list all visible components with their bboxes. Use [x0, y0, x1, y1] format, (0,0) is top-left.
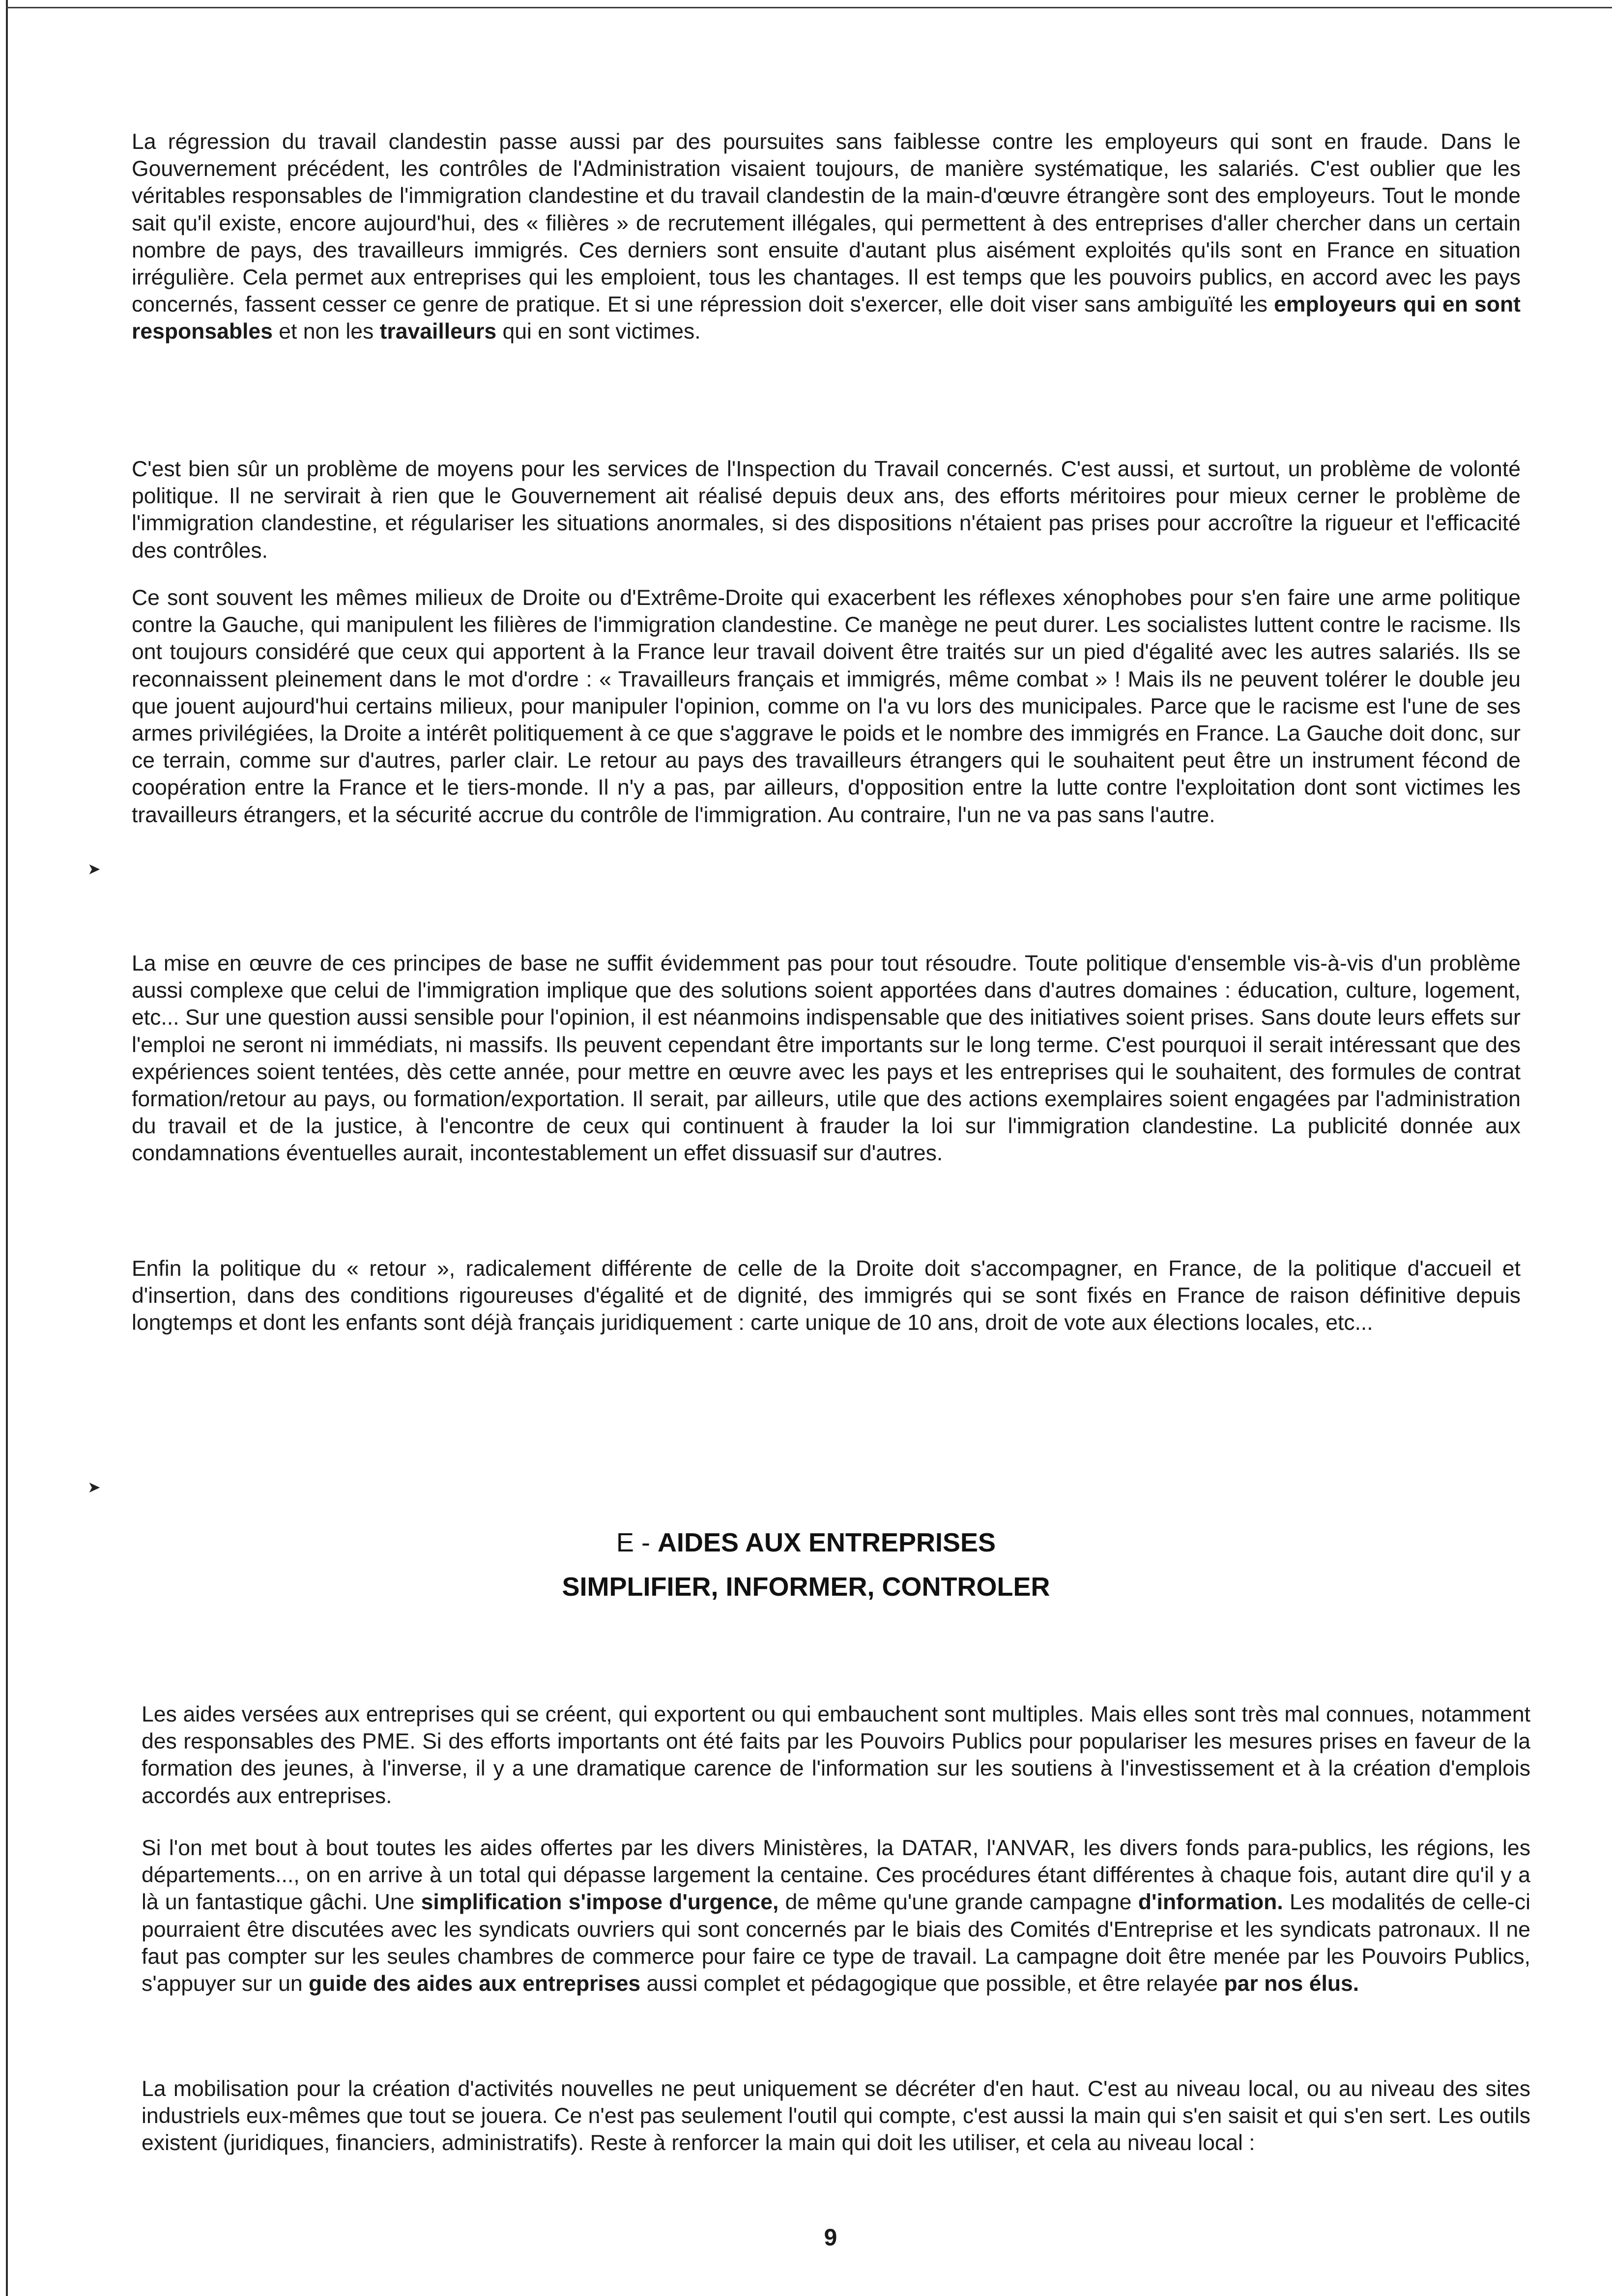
body-text: et non les: [272, 319, 380, 344]
paragraph-local-mobilisation: [142, 2075, 1530, 2157]
paragraph-employer-fraud: [132, 128, 1521, 345]
emphasis-text: guide des aides aux entreprises: [308, 1972, 641, 1996]
section-heading-title: AIDES AUX ENTREPRISES: [657, 1528, 996, 1557]
body-text: Les aides versées aux entreprises qui se créent, qui exportent ou qui embauchent sont multiples. Mais elles sont très mal connues, notamment des responsables des PME. Si des efforts importants ont été faits par les Pouvoirs Publics pour populariser les mesures prises en faveur de la formation des jeunes, à l'inverse, il y a une dramatique carence de l'information sur les soutiens à l'investissement et à la création d'emplois accordés aux entreprises.: [142, 1702, 1530, 1808]
section-heading-prefix: E -: [616, 1528, 658, 1557]
margin-arrow-mark: ➤: [87, 1478, 101, 1496]
body-text: Les modalités de celle-ci pourraient être discutées avec les syndicats ouvriers qui sont concernés par le biais des Comités d'Entreprise et les syndicats patronaux. Il ne faut pas compter sur les seules chambres de commerce pour faire ce type de travail. La campagne doit être menée par les Pouvoirs Publics, s'appuyer sur un: [142, 1890, 1530, 1996]
emphasis-text: employeurs qui en sont responsables: [132, 292, 1521, 344]
body-text: Ce sont souvent les mêmes milieux de Droite ou d'Extrême-Droite qui exacerbent les réflexes xénophobes pour s'en faire une arme politique contre la Gauche, qui manipulent les filières de l'immigration clandestine. Ce manège ne peut durer. Les socialistes luttent contre le racisme. Ils ont toujours considéré que ceux qui apportent à la France leur travail doivent être traités sur un pied d'égalité avec les autres salariés. Ils se reconnaissent pleinement dans le mot d'ordre : « Travailleurs français et immigrés, même combat » ! Mais ils ne peuvent tolérer le double jeu que jouent aujourd'hui certains milieux, pour manipuler l'opinion, comme on l'a vu lors des municipales. Parce que le racisme est l'une de ses armes privilégiées, la Droite a intérêt politiquement à ce que s'aggrave le poids et le nombre des immigrés en France. La Gauche doit donc, sur ce terrain, comme sur d'autres, parler clair. Le retour au pays des travailleurs étrangers qui le souhaitent peut être un instrument fécond de coopération entre la France et le tiers-monde. Il n'y a pas, par ailleurs, d'opposition entre la lutte contre l'exploitation dont sont victimes les travailleurs étrangers, et la sécurité accrue du contrôle de l'immigration. Au contraire, l'un ne va pas sans l'autre.: [132, 586, 1521, 827]
emphasis-text: travailleurs: [379, 319, 497, 344]
section-heading-subtitle: SIMPLIFIER, INFORMER, CONTROLER: [562, 1572, 1050, 1602]
body-text: La régression du travail clandestin passe aussi par des poursuites sans faiblesse contre les employeurs qui sont en fraude. Dans le Gouvernement précédent, les contrôles de l'Administration visaient toujours, de manière systématique, les salariés. C'est oublier que les véritables responsables de l'immigration clandestine et du travail clandestin de la main-d'œuvre étrangère sont des employeurs. Tout le monde sait qu'il existe, encore aujourd'hui, des « filières » de recrutement illégales, qui permettent à des entreprises d'aller chercher dans un certain nombre de pays, des travailleurs immigrés. Ces derniers sont ensuite d'autant plus aisément exploités qu'ils sont en France en situation irrégulière. Cela permet aux entreprises qui les emploient, tous les chantages. Il est temps que les pouvoirs publics, en accord avec les pays concernés, fassent cesser ce genre de pratique. Et si une répression doit s'exercer, elle doit viser sans ambiguïté les: [132, 130, 1521, 317]
body-text: qui en sont victimes.: [496, 319, 701, 344]
body-text: aussi complet et pédagogique que possible, et être relayée: [640, 1972, 1224, 1996]
body-text: C'est bien sûr un problème de moyens pour les services de l'Inspection du Travail concernés. C'est aussi, et surtout, un problème de volonté politique. Il ne servirait à rien que le Gouvernement ait réalisé depuis deux ans, des efforts méritoires pour mieux cerner le problème de l'immigration clandestine, et régulariser les situations anormales, si des dispositions n'étaient pas prises pour accroître la rigueur et l'efficacité des contrôles.: [132, 457, 1521, 563]
paragraph-aids-unknown: [142, 1701, 1530, 1809]
paragraph-inspection-means: [132, 456, 1521, 564]
body-text: La mise en œuvre de ces principes de base ne suffit évidemment pas pour tout résoudre. Toute politique d'ensemble vis-à-vis d'un problème aussi complexe que celui de l'immigration implique que des solutions soient apportées dans d'autres domaines : éducation, culture, logement, etc... Sur une question aussi sensible pour l'opinion, il est néanmoins indispensable que des initiatives soient prises. Sans doute leurs effets sur l'emploi ne seront ni immédiats, ni massifs. Ils peuvent cependant être importants sur le long terme. C'est pourquoi il serait intéressant que des expériences soient tentées, dès cette année, pour mettre en œuvre avec les pays et les entreprises qui le souhaitent, des formules de contrat formation/retour au pays, ou formation/exportation. Il serait, par ailleurs, utile que des actions exemplaires soient engagées par l'administration du travail et de la justice, à l'encontre de ceux qui continuent à frauder la loi sur l'immigration clandestine. La publicité donnée aux condamnations éventuelles aurait, incontestablement un effet dissuasif sur d'autres.: [132, 951, 1521, 1166]
paragraph-right-wing-racism: [132, 584, 1521, 829]
emphasis-text: simplification s'impose d'urgence,: [421, 1890, 779, 1915]
paragraph-basic-principles: [132, 950, 1521, 1167]
paragraph-return-policy: [132, 1255, 1521, 1337]
scan-border-top: [6, 7, 1612, 8]
section-heading-line1: [0, 1521, 1612, 1565]
body-text: de même qu'une grande campagne: [778, 1890, 1138, 1915]
emphasis-text: par nos élus.: [1224, 1972, 1359, 1996]
scan-border-left: [6, 0, 8, 2296]
paragraph-simplification: [142, 1835, 1530, 1997]
page-number: 9: [824, 2225, 837, 2251]
body-text: La mobilisation pour la création d'activités nouvelles ne peut uniquement se décréter d'en haut. C'est au niveau local, ou au niveau des sites industriels eux-mêmes que tout se jouera. Ce n'est pas seulement l'outil qui compte, c'est aussi la main qui s'en saisit et qui s'en sert. Les outils existent (juridiques, financiers, administratifs). Reste à renforcer la main qui doit les utiliser, et cela au niveau local :: [142, 2077, 1530, 2155]
body-text: Enfin la politique du « retour », radicalement différente de celle de la Droite doit s'accompagner, en France, de la politique d'accueil et d'insertion, dans des conditions rigoureuses d'égalité et de dignité, des immigrés qui se sont fixés en France de raison définitive depuis longtemps et dont les enfants sont déjà français juridiquement : carte unique de 10 ans, droit de vote aux élections locales, etc...: [132, 1257, 1521, 1335]
section-heading: [0, 1521, 1612, 1609]
body-text: Si l'on met bout à bout toutes les aides offertes par les divers Ministères, la DATAR, l'ANVAR, les divers fonds para-publics, les régions, les départements..., on en arrive à un total qui dépasse largement la centaine. Ces procédures étant différentes à chaque fois, autant dire qu'il y a là un fantastique gâchi. Une: [142, 1836, 1530, 1915]
emphasis-text: d'information.: [1138, 1890, 1283, 1915]
margin-arrow-mark: ➤: [87, 860, 101, 878]
